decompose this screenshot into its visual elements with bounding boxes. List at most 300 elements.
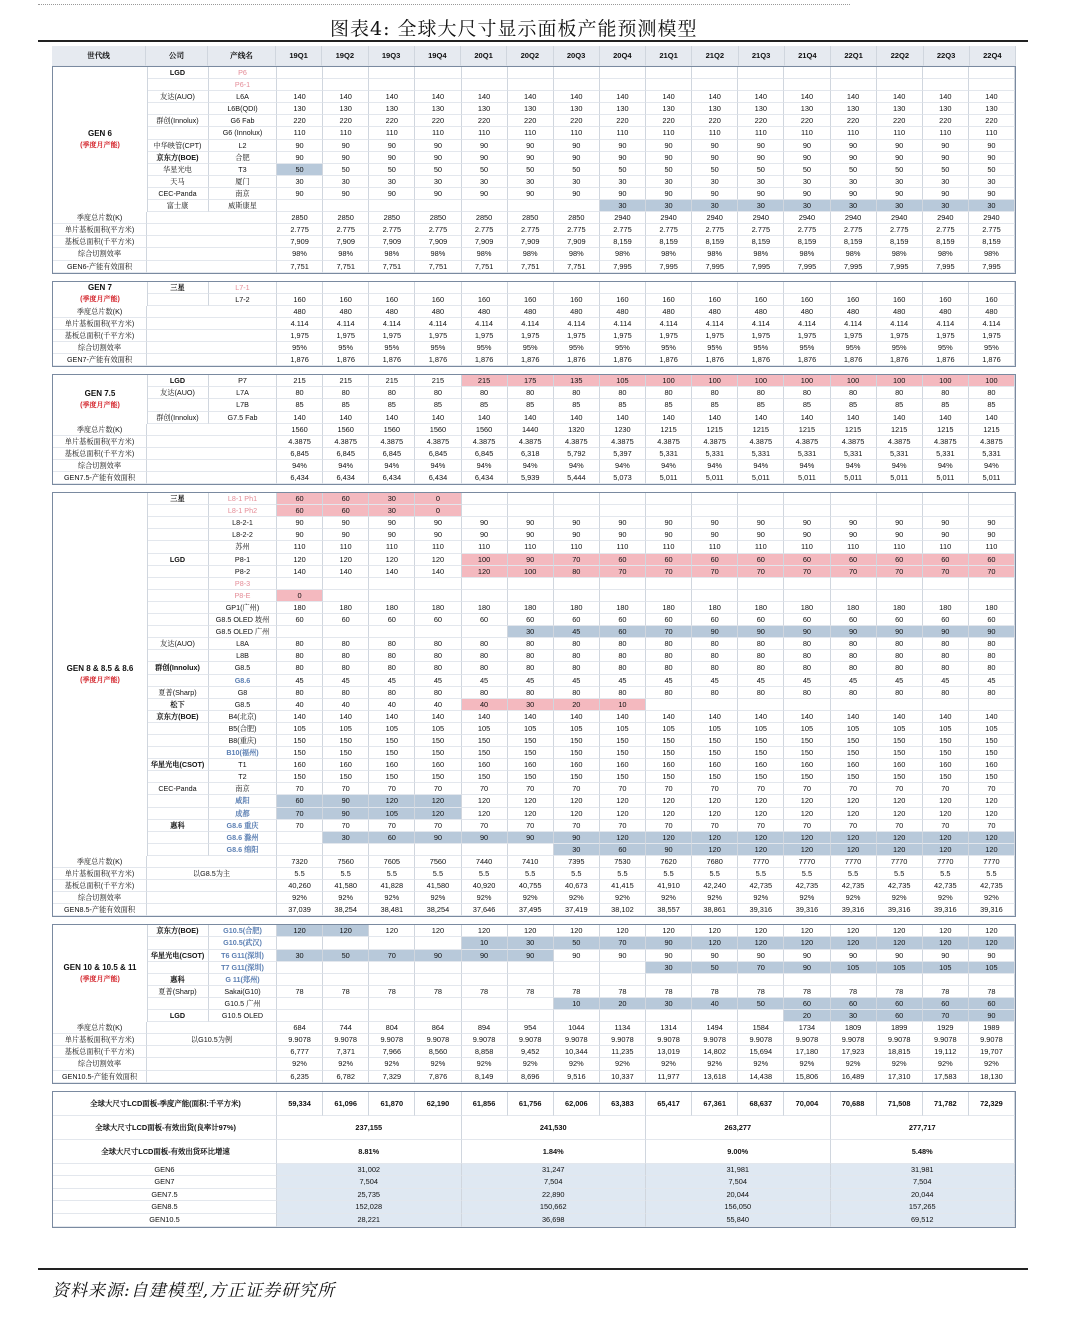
table-row: [53, 387, 1015, 399]
summary-note: [147, 448, 277, 460]
line-cell: T3: [209, 164, 277, 176]
value-cell: 110: [600, 541, 646, 553]
value-cell: 80: [508, 387, 554, 399]
value-cell: 80: [277, 650, 323, 662]
value-cell: 140: [600, 91, 646, 103]
value-cell: 140: [877, 711, 923, 723]
company-cell: 夏普(Sharp): [147, 986, 209, 998]
table-row: [53, 342, 1015, 354]
value-cell: [277, 626, 323, 638]
value-cell: 5,011: [784, 472, 830, 484]
value-cell: 120: [831, 808, 877, 820]
value-cell: [554, 200, 600, 212]
value-cell: 1,975: [277, 330, 323, 342]
summary-quarterly-value: 62,006: [554, 1092, 600, 1116]
value-cell: 30: [923, 200, 969, 212]
value-cell: 80: [877, 638, 923, 650]
value-cell: 70: [877, 783, 923, 795]
value-cell: 4.3875: [784, 436, 830, 448]
value-cell: 150: [692, 747, 738, 759]
value-cell: 42,735: [784, 880, 830, 892]
value-cell: [323, 962, 369, 974]
value-cell: 85: [738, 399, 784, 411]
line-cell: B5(合肥): [209, 723, 277, 735]
value-cell: 92%: [923, 1058, 969, 1070]
value-cell: 140: [277, 412, 323, 424]
value-cell: 220: [554, 115, 600, 127]
value-cell: 30: [277, 176, 323, 188]
value-cell: 1215: [646, 424, 692, 436]
table-row: [53, 832, 1015, 844]
value-cell: [462, 79, 508, 91]
value-cell: 90: [877, 626, 923, 638]
value-cell: 98%: [508, 248, 554, 260]
value-cell: 70: [369, 950, 415, 962]
value-cell: 9.9078: [784, 1034, 830, 1046]
value-cell: 45: [462, 675, 508, 687]
summary-quarterly-value: 71,782: [923, 1092, 969, 1116]
summary-yoy-label: 全球大尺寸LCD面板-有效出货环比增速: [53, 1140, 277, 1164]
value-cell: 150: [877, 771, 923, 783]
value-cell: 1,975: [369, 330, 415, 342]
value-cell: 1560: [369, 424, 415, 436]
value-cell: 80: [923, 650, 969, 662]
table-row: [53, 200, 1015, 212]
value-cell: 94%: [554, 460, 600, 472]
value-cell: 130: [923, 103, 969, 115]
value-cell: 70: [415, 820, 461, 832]
value-cell: 90: [277, 152, 323, 164]
summary-yoy-value: 1.84%: [462, 1140, 647, 1164]
value-cell: 480: [323, 306, 369, 318]
value-cell: 4.3875: [554, 436, 600, 448]
value-cell: 80: [462, 650, 508, 662]
value-cell: 110: [877, 541, 923, 553]
value-cell: [554, 282, 600, 294]
summary-quarterly-value: 59,334: [277, 1092, 323, 1116]
value-cell: 120: [738, 808, 784, 820]
value-cell: 30: [369, 176, 415, 188]
value-cell: 105: [415, 723, 461, 735]
value-cell: 92%: [923, 892, 969, 904]
value-cell: 6,235: [277, 1071, 323, 1083]
value-cell: 90: [692, 140, 738, 152]
company-cell: [147, 294, 209, 306]
value-cell: [831, 699, 877, 711]
value-cell: 45: [554, 675, 600, 687]
value-cell: 90: [462, 140, 508, 152]
value-cell: 17,923: [831, 1046, 877, 1058]
value-cell: 4.3875: [969, 436, 1015, 448]
value-cell: 1215: [692, 424, 738, 436]
value-cell: 80: [969, 662, 1015, 674]
line-cell: G6 (Innolux): [209, 127, 277, 139]
value-cell: 45: [784, 675, 830, 687]
value-cell: 140: [831, 711, 877, 723]
value-cell: 38,254: [323, 904, 369, 916]
line-cell: L7-1: [209, 282, 277, 294]
value-cell: 140: [415, 711, 461, 723]
value-cell: 94%: [462, 460, 508, 472]
value-cell: 7,751: [554, 261, 600, 273]
summary-label: 单片基板面积(平方米): [53, 868, 147, 880]
value-cell: [738, 79, 784, 91]
value-cell: 70: [554, 554, 600, 566]
value-cell: 42,735: [877, 880, 923, 892]
value-cell: 7,995: [784, 261, 830, 273]
value-cell: [646, 282, 692, 294]
company-cell: 三星: [147, 493, 209, 505]
value-cell: 140: [831, 91, 877, 103]
value-cell: 30: [738, 176, 784, 188]
value-cell: 120: [692, 832, 738, 844]
value-cell: 140: [600, 412, 646, 424]
value-cell: 220: [369, 115, 415, 127]
value-cell: 160: [646, 759, 692, 771]
summary-note: [147, 306, 277, 318]
value-cell: 30: [969, 200, 1015, 212]
value-cell: 140: [369, 91, 415, 103]
line-cell: L8-1 Ph2: [209, 505, 277, 517]
value-cell: [554, 1010, 600, 1022]
summary-gen-value: 31,002: [277, 1164, 462, 1177]
company-cell: [147, 735, 209, 747]
value-cell: [462, 282, 508, 294]
summary-yoy-value: 5.48%: [831, 1140, 1016, 1164]
value-cell: 5,792: [554, 448, 600, 460]
table-row: [53, 868, 1015, 880]
summary-note: [147, 318, 277, 330]
value-cell: 80: [831, 387, 877, 399]
summary-label: 综合切割效率: [53, 248, 147, 260]
gen-block: [52, 281, 1016, 368]
value-cell: 30: [646, 200, 692, 212]
table-row: [53, 529, 1015, 541]
value-cell: 70: [969, 783, 1015, 795]
table-row: [53, 424, 1015, 436]
line-cell: G10.5(武汉): [209, 937, 277, 949]
company-cell: CEC-Panda: [147, 188, 209, 200]
value-cell: 30: [831, 200, 877, 212]
value-cell: 220: [831, 115, 877, 127]
value-cell: 90: [462, 188, 508, 200]
value-cell: 1989: [969, 1022, 1015, 1034]
table-row: [53, 115, 1015, 127]
value-cell: 120: [600, 832, 646, 844]
value-cell: 80: [784, 687, 830, 699]
value-cell: 90: [323, 808, 369, 820]
header-quarter: 21Q1: [646, 46, 692, 66]
value-cell: 2940: [692, 212, 738, 224]
value-cell: [738, 590, 784, 602]
value-cell: [508, 200, 554, 212]
summary-gen-value: 25,735: [277, 1189, 462, 1202]
value-cell: 94%: [646, 460, 692, 472]
summary-quarterly-row: [53, 1092, 1015, 1116]
value-cell: 150: [969, 747, 1015, 759]
value-cell: 1215: [923, 424, 969, 436]
value-cell: 30: [554, 176, 600, 188]
summary-yoy-row: [53, 1140, 1015, 1164]
value-cell: [462, 590, 508, 602]
value-cell: 7770: [784, 856, 830, 868]
value-cell: 70: [277, 808, 323, 820]
value-cell: 70: [554, 783, 600, 795]
value-cell: 80: [923, 387, 969, 399]
value-cell: 80: [462, 687, 508, 699]
value-cell: 60: [877, 1010, 923, 1022]
summary-quarterly-value: 61,856: [462, 1092, 508, 1116]
value-cell: 19,707: [969, 1046, 1015, 1058]
summary-gen-row: [53, 1201, 1015, 1214]
value-cell: 80: [969, 387, 1015, 399]
summary-note: [147, 472, 277, 484]
value-cell: 92%: [877, 1058, 923, 1070]
value-cell: 9,452: [508, 1046, 554, 1058]
table-row: [53, 1071, 1015, 1083]
line-cell: P8-2: [209, 566, 277, 578]
line-cell: L8A: [209, 638, 277, 650]
summary-label: 单片基板面积(平方米): [53, 318, 147, 330]
value-cell: [877, 505, 923, 517]
value-cell: 70: [738, 566, 784, 578]
value-cell: 1494: [692, 1022, 738, 1034]
value-cell: 60: [692, 554, 738, 566]
summary-annual-value: 241,530: [462, 1116, 647, 1140]
value-cell: 90: [646, 152, 692, 164]
value-cell: 120: [738, 844, 784, 856]
value-cell: 70: [969, 566, 1015, 578]
value-cell: 480: [646, 306, 692, 318]
value-cell: 110: [462, 541, 508, 553]
value-cell: 120: [969, 844, 1015, 856]
value-cell: [415, 590, 461, 602]
value-cell: 7,909: [554, 236, 600, 248]
value-cell: 80: [738, 387, 784, 399]
value-cell: 38,481: [369, 904, 415, 916]
value-cell: 40: [692, 998, 738, 1010]
value-cell: 45: [554, 626, 600, 638]
value-cell: 92%: [600, 892, 646, 904]
value-cell: 100: [831, 375, 877, 387]
value-cell: 2850: [462, 212, 508, 224]
table-row: [53, 188, 1015, 200]
value-cell: 1,975: [462, 330, 508, 342]
value-cell: 150: [369, 771, 415, 783]
value-cell: 4.114: [462, 318, 508, 330]
capacity-table: [52, 46, 1016, 1228]
value-cell: 110: [508, 127, 554, 139]
gen-block-body: [53, 67, 1015, 273]
table-row: [53, 675, 1015, 687]
value-cell: 60: [831, 614, 877, 626]
value-cell: [600, 590, 646, 602]
value-cell: 90: [784, 140, 830, 152]
value-cell: 90: [923, 152, 969, 164]
value-cell: [784, 590, 830, 602]
value-cell: 1215: [831, 424, 877, 436]
value-cell: 135: [554, 375, 600, 387]
value-cell: 140: [877, 91, 923, 103]
value-cell: 90: [462, 529, 508, 541]
value-cell: 130: [415, 103, 461, 115]
company-cell: 京东方(BOE): [147, 925, 209, 937]
value-cell: 105: [369, 723, 415, 735]
value-cell: [369, 578, 415, 590]
value-cell: 4.3875: [923, 436, 969, 448]
table-row: [53, 998, 1015, 1010]
value-cell: 90: [923, 517, 969, 529]
value-cell: [508, 844, 554, 856]
value-cell: 180: [462, 602, 508, 614]
value-cell: 60: [646, 554, 692, 566]
value-cell: 90: [692, 529, 738, 541]
value-cell: 92%: [784, 1058, 830, 1070]
table-row: [53, 1034, 1015, 1046]
table-row: [53, 723, 1015, 735]
value-cell: [508, 998, 554, 1010]
table-row: [53, 103, 1015, 115]
value-cell: 80: [462, 638, 508, 650]
summary-gen-row: [53, 1176, 1015, 1189]
value-cell: 110: [831, 541, 877, 553]
table-row: [53, 436, 1015, 448]
company-cell: [147, 103, 209, 115]
summary-label: GEN8.5-产能有效面积: [53, 904, 147, 916]
value-cell: 220: [784, 115, 830, 127]
value-cell: 7,995: [646, 261, 692, 273]
value-cell: 45: [969, 675, 1015, 687]
value-cell: 95%: [415, 342, 461, 354]
company-cell: [147, 650, 209, 662]
value-cell: 92%: [508, 892, 554, 904]
value-cell: [923, 79, 969, 91]
value-cell: 80: [877, 687, 923, 699]
line-cell: P8-3: [209, 578, 277, 590]
value-cell: 60: [600, 844, 646, 856]
value-cell: 78: [738, 986, 784, 998]
line-cell: G8.5: [209, 662, 277, 674]
value-cell: 90: [508, 529, 554, 541]
company-cell: 群创(Innolux): [147, 115, 209, 127]
value-cell: 150: [554, 735, 600, 747]
value-cell: 90: [877, 188, 923, 200]
value-cell: 160: [415, 294, 461, 306]
value-cell: 175: [508, 375, 554, 387]
value-cell: 110: [554, 541, 600, 553]
value-cell: 45: [415, 675, 461, 687]
value-cell: 80: [738, 687, 784, 699]
value-cell: 480: [369, 306, 415, 318]
value-cell: 9.9078: [923, 1034, 969, 1046]
value-cell: [600, 67, 646, 79]
value-cell: [415, 578, 461, 590]
value-cell: 11,235: [600, 1046, 646, 1058]
value-cell: 70: [600, 937, 646, 949]
value-cell: 60: [738, 614, 784, 626]
value-cell: 6,845: [323, 448, 369, 460]
value-cell: 9.9078: [692, 1034, 738, 1046]
value-cell: 100: [877, 375, 923, 387]
value-cell: 20: [784, 1010, 830, 1022]
value-cell: 180: [877, 602, 923, 614]
value-cell: 1560: [277, 424, 323, 436]
value-cell: 78: [277, 986, 323, 998]
value-cell: 120: [738, 937, 784, 949]
value-cell: 80: [692, 650, 738, 662]
value-cell: [508, 962, 554, 974]
value-cell: [277, 832, 323, 844]
value-cell: 60: [369, 832, 415, 844]
value-cell: 2.775: [831, 224, 877, 236]
summary-gen-value: 7,504: [646, 1176, 831, 1189]
value-cell: 150: [554, 747, 600, 759]
value-cell: 80: [508, 662, 554, 674]
value-cell: 160: [323, 759, 369, 771]
company-cell: 华星光电: [147, 164, 209, 176]
value-cell: 90: [646, 188, 692, 200]
value-cell: 7,909: [277, 236, 323, 248]
header-quarter: 22Q4: [970, 46, 1016, 66]
value-cell: [923, 505, 969, 517]
value-cell: 220: [462, 115, 508, 127]
value-cell: [692, 282, 738, 294]
value-cell: [554, 79, 600, 91]
table-row: [53, 880, 1015, 892]
value-cell: 480: [600, 306, 646, 318]
value-cell: 1,876: [600, 354, 646, 366]
line-cell: G10.5 广州: [209, 998, 277, 1010]
value-cell: 140: [877, 412, 923, 424]
value-cell: [923, 493, 969, 505]
value-cell: 98%: [462, 248, 508, 260]
summary-note: [147, 224, 277, 236]
value-cell: 480: [831, 306, 877, 318]
value-cell: 8,159: [831, 236, 877, 248]
value-cell: 80: [646, 387, 692, 399]
value-cell: [462, 962, 508, 974]
value-cell: 150: [277, 735, 323, 747]
value-cell: 60: [277, 505, 323, 517]
value-cell: 50: [692, 962, 738, 974]
value-cell: 60: [877, 554, 923, 566]
value-cell: 150: [831, 747, 877, 759]
value-cell: 30: [692, 200, 738, 212]
value-cell: 120: [600, 808, 646, 820]
value-cell: 80: [646, 687, 692, 699]
company-cell: [147, 399, 209, 411]
line-cell: G8.6 绵阳: [209, 844, 277, 856]
value-cell: 140: [969, 412, 1015, 424]
value-cell: 2850: [277, 212, 323, 224]
value-cell: 90: [277, 140, 323, 152]
value-cell: 98%: [923, 248, 969, 260]
table-row: [53, 892, 1015, 904]
value-cell: [554, 590, 600, 602]
value-cell: 4.114: [369, 318, 415, 330]
value-cell: 110: [277, 127, 323, 139]
value-cell: 78: [923, 986, 969, 998]
value-cell: 45: [646, 675, 692, 687]
table-row: [53, 493, 1015, 505]
summary-note: [147, 904, 277, 916]
value-cell: 80: [923, 662, 969, 674]
value-cell: 120: [508, 795, 554, 807]
summary-quarterly-value: 70,688: [831, 1092, 877, 1116]
value-cell: 120: [415, 554, 461, 566]
summary-note: [147, 1058, 277, 1070]
value-cell: 90: [646, 517, 692, 529]
